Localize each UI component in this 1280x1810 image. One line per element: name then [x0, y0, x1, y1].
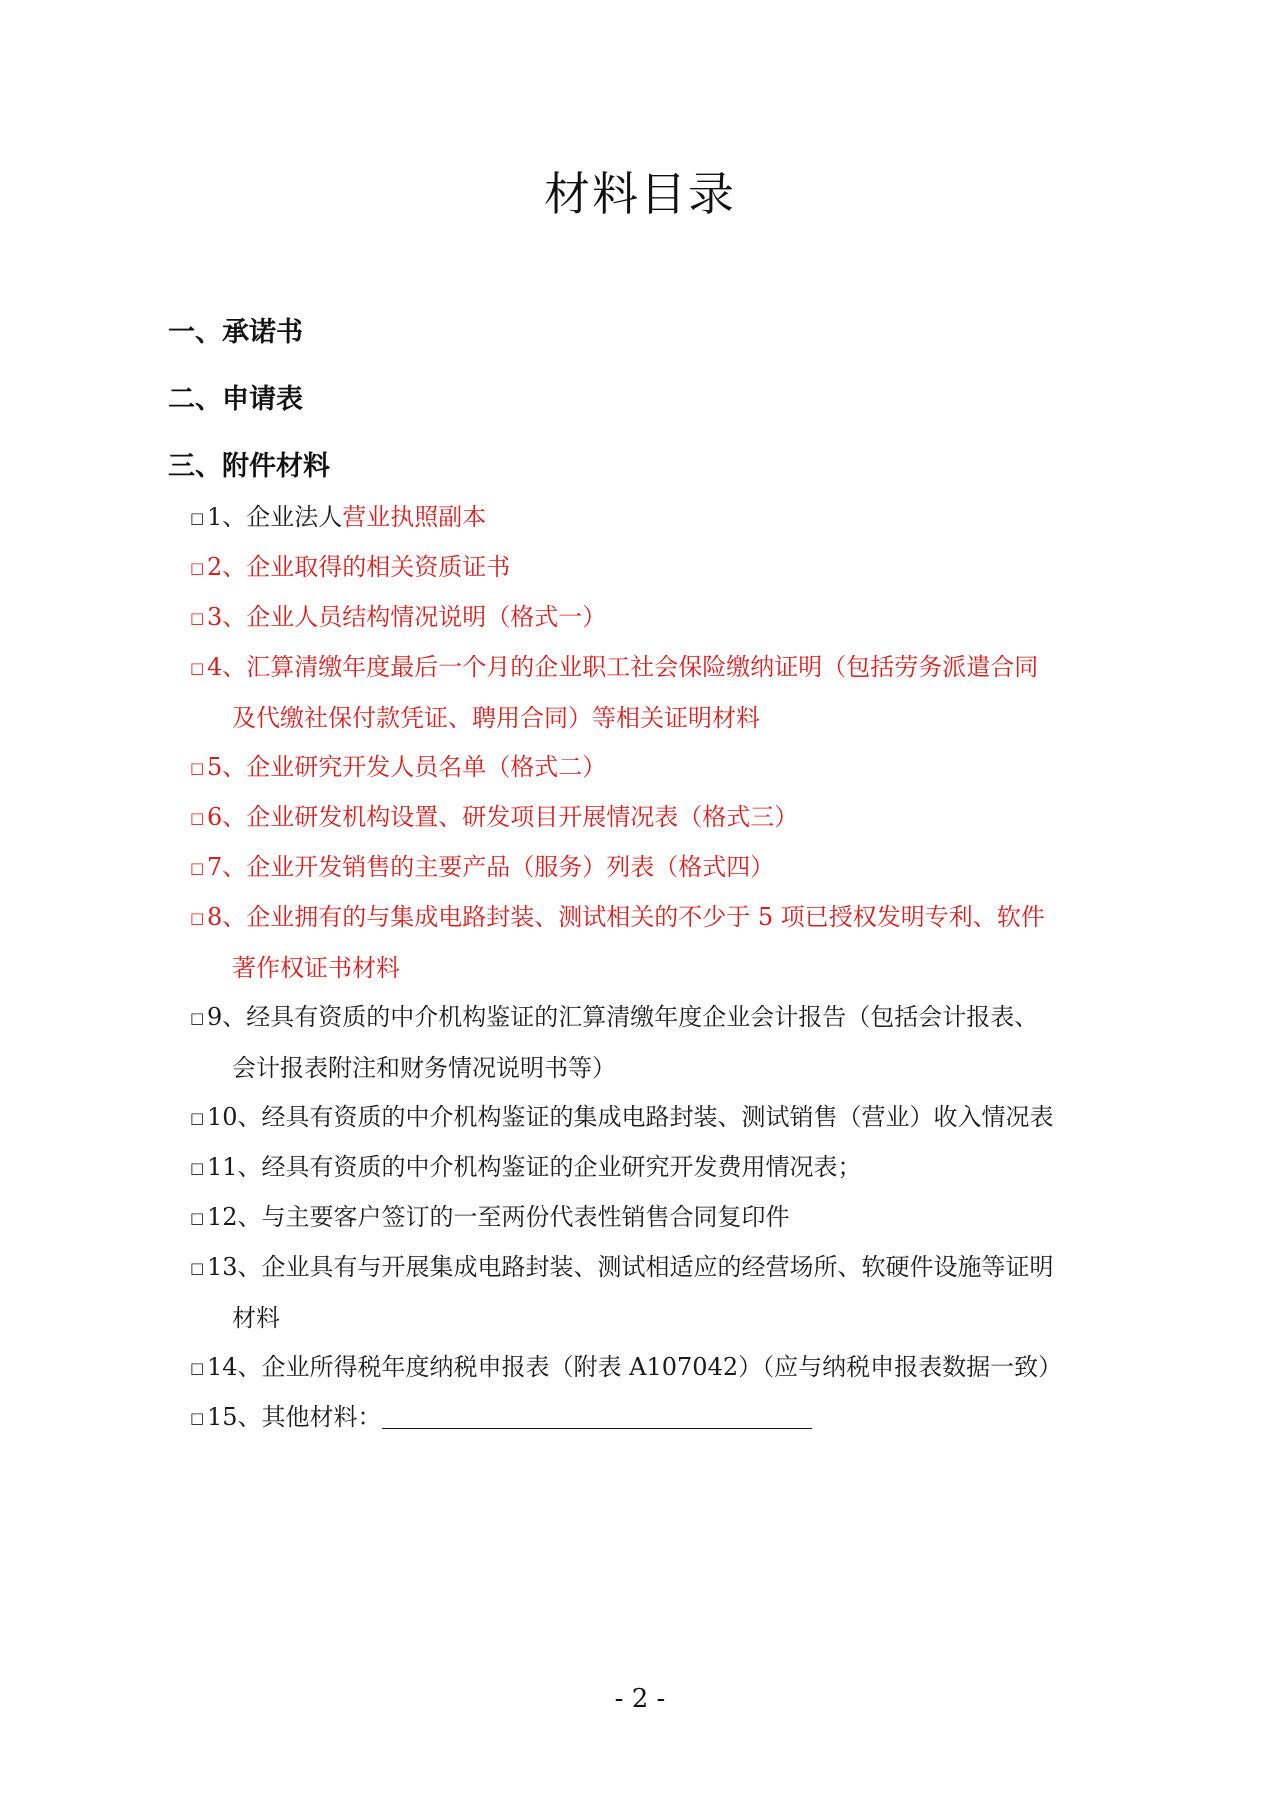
- list-item-14: [190, 1342, 1130, 1393]
- section-commitment: 一、承诺书: [168, 317, 303, 348]
- item-label: 8、企业拥有的与集成电路封装、测试相关的不少于 5 项已授权发明专利、软件: [207, 903, 1045, 931]
- item-label: 14、企业所得税年度纳税申报表（附表 A107042）（应与纳税申报表数据一致）: [207, 1353, 1063, 1381]
- item-label: 12、与主要客户签订的一至两份代表性销售合同复印件: [207, 1203, 790, 1231]
- list-item-7: [190, 842, 1130, 893]
- checkbox-icon[interactable]: □: [190, 659, 205, 677]
- list-item-5: [190, 742, 1130, 793]
- page-title: 材料目录: [544, 167, 736, 221]
- section-attachments: 三、附件材料: [168, 451, 330, 482]
- checkbox-icon[interactable]: □: [190, 609, 205, 627]
- item-label: 3、企业人员结构情况说明（格式一）: [207, 603, 607, 631]
- item-label: 9、经具有资质的中介机构鉴证的汇算清缴年度企业会计报告（包括会计报表、: [207, 1003, 1039, 1031]
- item-label-continued: 材料: [232, 1304, 280, 1332]
- item-label: 4、汇算清缴年度最后一个月的企业职工社会保险缴纳证明（包括劳务派遣合同: [207, 653, 1039, 681]
- checkbox-icon[interactable]: □: [190, 759, 205, 777]
- list-item-10: [190, 1092, 1130, 1143]
- section-application-form: 二、申请表: [168, 384, 303, 415]
- checkbox-icon[interactable]: □: [190, 909, 205, 927]
- checkbox-icon[interactable]: □: [190, 1359, 205, 1377]
- list-item-15: [190, 1392, 1130, 1443]
- list-item-8: [190, 892, 1130, 993]
- item-label-highlight: 营业执照副本: [342, 503, 487, 531]
- list-item-11: [190, 1142, 1130, 1193]
- other-materials-blank-line[interactable]: [382, 1406, 812, 1429]
- list-item-9: [190, 992, 1130, 1093]
- checkbox-icon[interactable]: □: [190, 1159, 205, 1177]
- item-label: 5、企业研究开发人员名单（格式二）: [207, 753, 607, 781]
- item-label-continued: 会计报表附注和财务情况说明书等）: [232, 1054, 616, 1082]
- item-label: 2、企业取得的相关资质证书: [207, 553, 511, 581]
- checkbox-icon[interactable]: □: [190, 509, 205, 527]
- checkbox-icon[interactable]: □: [190, 1409, 205, 1427]
- item-label: 10、经具有资质的中介机构鉴证的集成电路封装、测试销售（营业）收入情况表: [207, 1103, 1054, 1131]
- list-item-4: [190, 642, 1130, 743]
- list-item-12: [190, 1192, 1130, 1243]
- list-item-2: [190, 542, 1130, 593]
- checkbox-icon[interactable]: □: [190, 1109, 205, 1127]
- item-label: 13、企业具有与开展集成电路封装、测试相适应的经营场所、软硬件设施等证明: [207, 1253, 1054, 1281]
- item-label-continued: 著作权证书材料: [232, 954, 400, 982]
- item-label: 7、企业开发销售的主要产品（服务）列表（格式四）: [207, 853, 775, 881]
- page-number: - 2 -: [614, 1684, 666, 1714]
- list-item-1: [190, 492, 1130, 543]
- checkbox-icon[interactable]: □: [190, 859, 205, 877]
- checkbox-icon[interactable]: □: [190, 1009, 205, 1027]
- list-item-6: [190, 792, 1130, 843]
- list-item-3: [190, 592, 1130, 643]
- checkbox-icon[interactable]: □: [190, 1259, 205, 1277]
- item-label: 15、其他材料：: [207, 1403, 382, 1431]
- item-label: 6、企业研发机构设置、研发项目开展情况表（格式三）: [207, 803, 799, 831]
- list-item-13: [190, 1242, 1130, 1343]
- checkbox-icon[interactable]: □: [190, 809, 205, 827]
- item-label-continued: 及代缴社保付款凭证、聘用合同）等相关证明材料: [232, 704, 760, 732]
- item-label: 11、经具有资质的中介机构鉴证的企业研究开发费用情况表；: [207, 1153, 862, 1181]
- item-label: 1、企业法人: [207, 503, 343, 531]
- checkbox-icon[interactable]: □: [190, 559, 205, 577]
- checkbox-icon[interactable]: □: [190, 1209, 205, 1227]
